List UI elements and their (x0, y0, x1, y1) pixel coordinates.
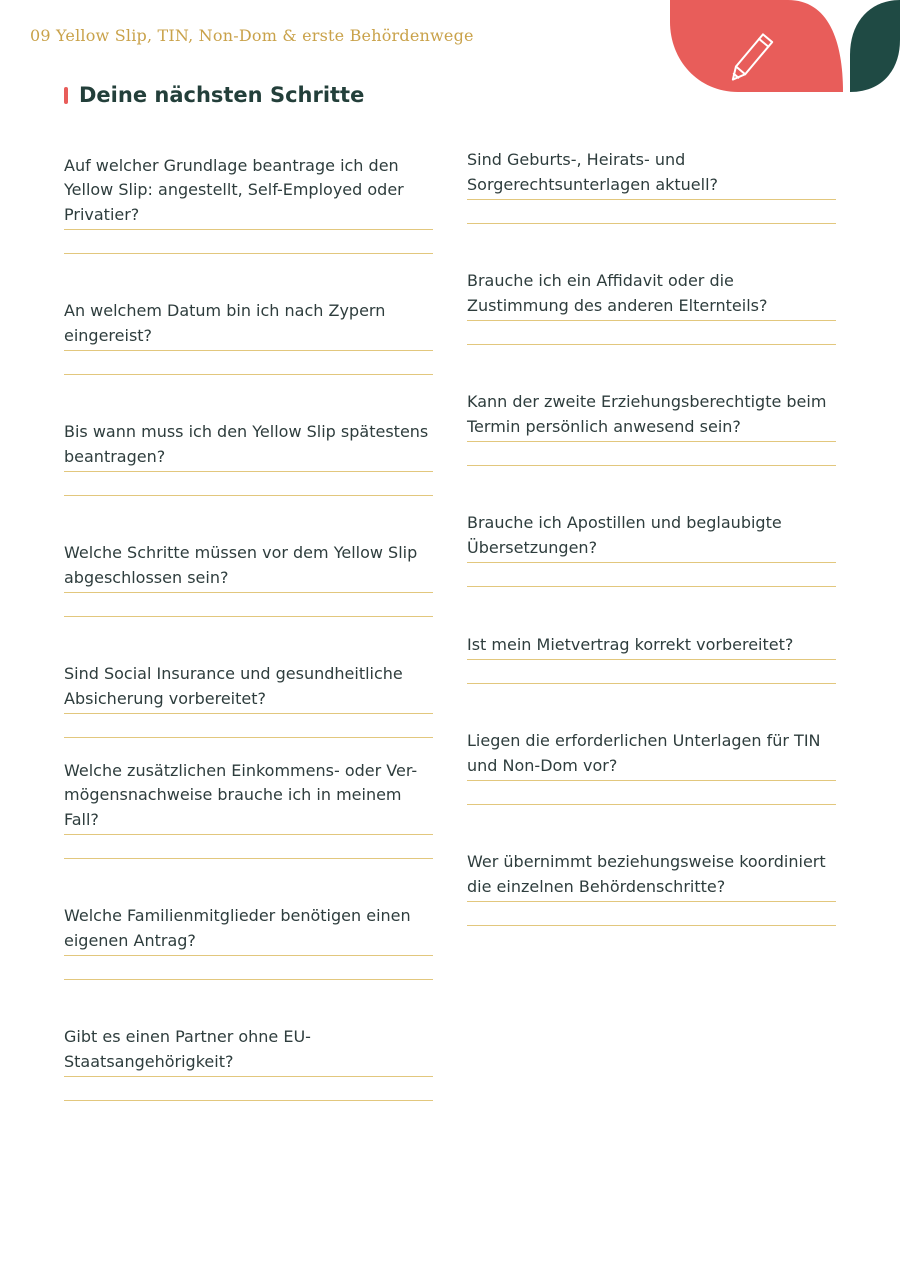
question-block (467, 466, 836, 587)
answer-line[interactable] (467, 925, 836, 926)
answer-line[interactable] (467, 441, 836, 442)
answer-line[interactable] (64, 350, 433, 351)
question-text: Wer übernimmt beziehungsweise koordiniert die einzelnen Behördenschritte? (467, 852, 826, 896)
question-text: Liegen die erforderlichen Unterlagen für TIN und Non-Dom vor? (467, 731, 821, 775)
page-header-title: 09 Yellow Slip, TIN, Non-Dom & erste Behördenwege (30, 26, 474, 45)
answer-line[interactable] (64, 1076, 433, 1077)
question-text: Brauche ich Apostillen und beglaubigte Übersetzungen? (467, 513, 782, 557)
answer-line[interactable] (64, 955, 433, 956)
question-block (467, 224, 836, 345)
answer-line[interactable] (467, 320, 836, 321)
answer-line[interactable] (64, 713, 433, 714)
answer-line[interactable] (467, 780, 836, 781)
answer-line[interactable] (467, 562, 836, 563)
question-text: Brauche ich ein Affidavit oder die Zustimmung des anderen Elternteils? (467, 271, 768, 315)
question-text: Ist mein Mietvertrag korrekt vorbereitet? (467, 634, 794, 654)
question-block (64, 496, 433, 617)
question-block (467, 345, 836, 466)
question-text: Welche Schritte müssen vor dem Yellow Slip abgeschlossen sein? (64, 543, 418, 587)
question-block (64, 980, 433, 1101)
dark-leaf-shape (850, 0, 900, 92)
question-text: Kann der zweite Erziehungsberechtigte beim Termin persönlich anwesend sein? (467, 392, 827, 436)
red-leaf-shape (670, 0, 843, 92)
question-block (64, 133, 433, 254)
section-heading (64, 83, 364, 107)
answer-line[interactable] (467, 901, 836, 902)
question-block (64, 375, 433, 496)
questions-left-column (64, 133, 433, 1101)
question-block (64, 254, 433, 375)
question-block (64, 738, 433, 859)
answer-line[interactable] (467, 199, 836, 200)
question-text: Auf welcher Grundlage beantrage ich den Yellow Slip: angestellt, Self-Employed oder Privatier? (64, 156, 404, 224)
answer-line[interactable] (64, 1100, 433, 1101)
question-text: An welchem Datum bin ich nach Zypern eingereist? (64, 301, 386, 345)
pencil-icon-decoration (660, 0, 900, 100)
answer-line[interactable] (64, 834, 433, 835)
answer-line[interactable] (64, 471, 433, 472)
question-block (64, 859, 433, 980)
question-text: Sind Geburts-, Heirats- und Sorgerechtsunterlagen aktuell? (467, 150, 719, 194)
question-text: Welche Familienmitglieder benötigen einen eigenen Antrag? (64, 906, 411, 950)
question-block (467, 684, 836, 805)
section-accent-bar (64, 87, 68, 104)
question-block (467, 133, 836, 224)
question-block (467, 805, 836, 926)
question-text: Gibt es einen Partner ohne EU-Staatsangehörigkeit? (64, 1027, 311, 1071)
question-text: Sind Social Insurance und gesundheitliche Absicherung vorbereitet? (64, 664, 403, 708)
question-block (64, 617, 433, 738)
questions-right-column (467, 133, 836, 926)
section-title: Deine nächsten Schritte (79, 83, 365, 107)
question-block (467, 587, 836, 684)
answer-line[interactable] (64, 229, 433, 230)
question-text: Bis wann muss ich den Yellow Slip spätestens beantragen? (64, 422, 429, 466)
question-text: Welche zusätzlichen Einkommens- oder Ver-mögensnachweise brauche ich in meinem Fall? (64, 761, 418, 829)
answer-line[interactable] (64, 592, 433, 593)
answer-line[interactable] (467, 659, 836, 660)
